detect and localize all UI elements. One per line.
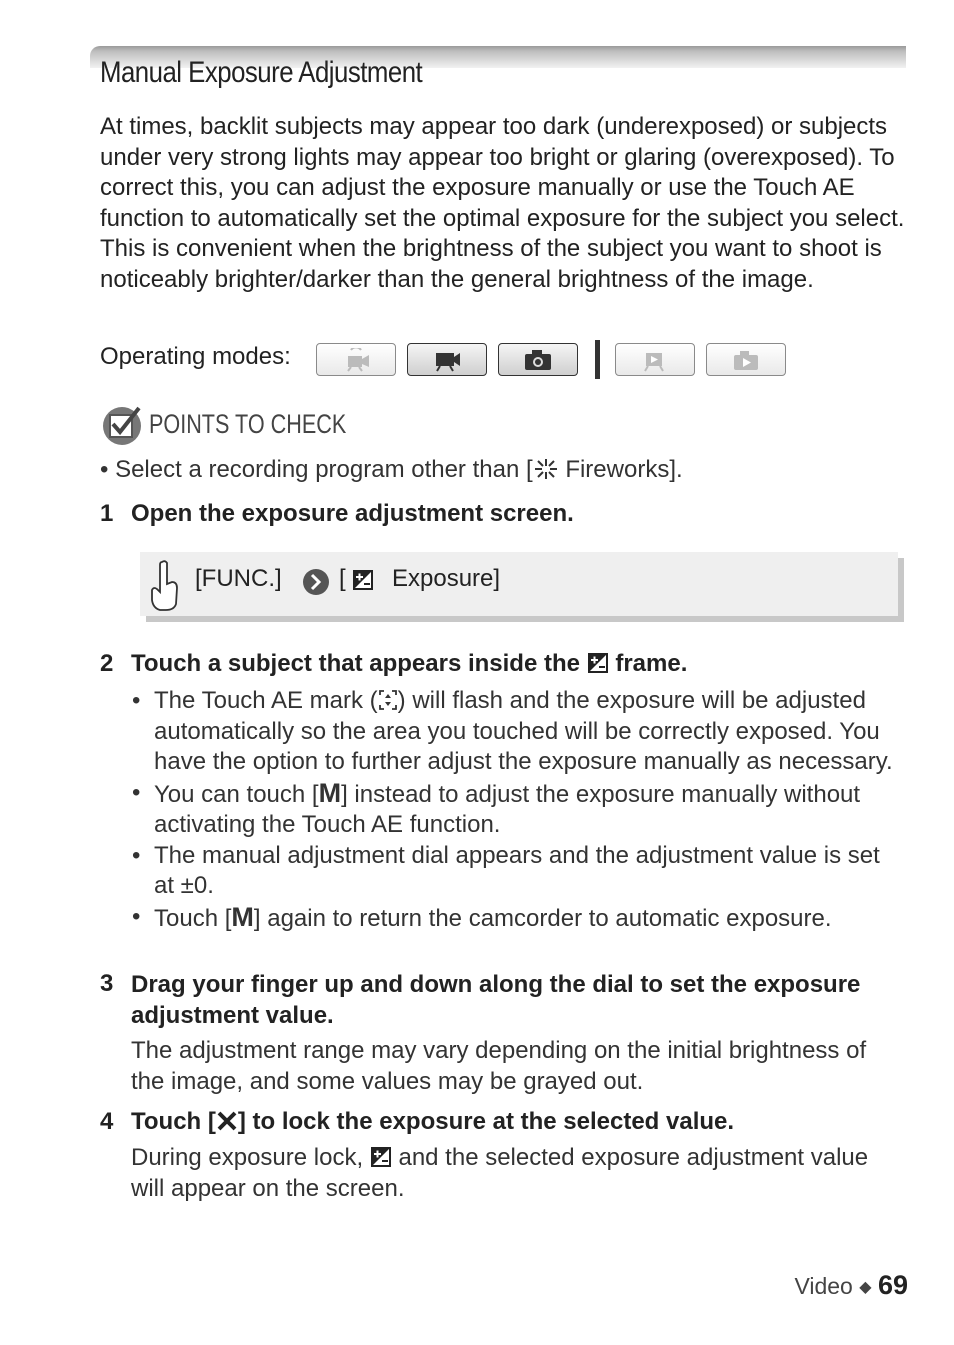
photo-playback-icon: [729, 348, 763, 372]
func-label: [FUNC.]: [195, 565, 282, 592]
bullet-text-post: ] again to return the camcorder to automatic exposure.: [253, 904, 832, 932]
touch-finger-icon: [148, 558, 182, 612]
points-to-check-bullet: [100, 455, 683, 486]
smart-auto-icon: [339, 348, 373, 372]
mode-photo-recording: [498, 343, 578, 376]
lock-x-icon: [216, 1110, 238, 1132]
step-number: 4: [100, 1108, 114, 1135]
step-number: 1: [100, 500, 114, 527]
touch-ae-mark-icon: [378, 689, 398, 711]
step-4-note: [131, 1143, 906, 1204]
exposure-icon: [370, 1146, 392, 1168]
mode-separator: [595, 340, 600, 379]
diamond-icon: ◆: [859, 1279, 872, 1296]
manual-m-icon: M: [231, 901, 254, 932]
bullet-dot: •: [100, 456, 109, 483]
step-number: 2: [100, 650, 114, 677]
mode-smart-auto: [316, 343, 396, 376]
step-text: [131, 650, 687, 678]
step-text-pre: Touch [: [131, 1108, 216, 1135]
checkbox-check-icon: [101, 404, 143, 446]
movie-camera-icon: [430, 348, 464, 372]
function-path-box: [140, 552, 898, 616]
bullet-text-post: ] instead to adjust the exposure manually without activating the Touch AE function.: [154, 780, 861, 838]
operating-modes-label: Operating modes:: [100, 343, 291, 370]
bullet-text: The manual adjustment dial appears and the adjustment value is set at ±0.: [154, 841, 880, 899]
manual-m-icon: M: [318, 777, 342, 808]
list-item: [131, 778, 906, 841]
list-item: [131, 686, 906, 778]
step-text-a: Touch a subject that appears inside the: [131, 650, 580, 677]
bullet-text-b: Fireworks].: [565, 456, 683, 483]
bullet-text-pre: You can touch [: [154, 780, 319, 808]
list-item: [131, 902, 906, 935]
mode-movie-recording: [407, 343, 487, 376]
note-text-pre: During exposure lock,: [131, 1144, 364, 1171]
step-text-b: frame.: [615, 650, 688, 677]
step-text: [131, 1108, 734, 1136]
func-bracket: [: [339, 565, 346, 592]
bullet-text: The Touch AE mark (: [154, 687, 378, 714]
step-text: Open the exposure adjustment screen.: [131, 500, 574, 527]
mode-photo-playback: [706, 343, 786, 376]
exposure-icon: [587, 652, 609, 674]
mode-movie-playback: [615, 343, 695, 376]
exposure-icon: [352, 569, 374, 591]
bullet-text-rest: ) will flash and the exposure will be adjusted automatically so the area you touched will be correctly exposed. You have the option to further adjust the exposure manually as necessary.: [154, 687, 893, 775]
step-text-post: ] to lock the exposure at the selected value.: [237, 1108, 735, 1135]
intro-paragraph: At times, backlit subjects may appear too dark (underexposed) or subjects under very strong lights may appear too bright or glaring (overexposed). To correct this, you can adjust the exposure manually or use the Touch AE function to automatically set the optimal exposure for the subject you select. This is convenient when the brightness of the subject you want to shoot is noticeably brighter/darker than the general brightness of the image.: [100, 113, 905, 293]
movie-playback-icon: [638, 348, 672, 372]
step-number: 3: [100, 970, 114, 997]
note-text-post: and the selected exposure adjustment value will appear on the screen.: [131, 1144, 869, 1202]
still-camera-icon: [521, 348, 555, 372]
bullet-text-pre: Touch [: [154, 904, 232, 932]
bullet-text-a: Select a recording program other than [: [115, 456, 533, 483]
chevron-right-icon: [302, 568, 330, 596]
fireworks-icon: [533, 458, 559, 480]
page-number: 69: [877, 1270, 908, 1300]
list-item: [131, 841, 906, 902]
step-3-note: The adjustment range may vary depending on the initial brightness of the image, and some values may be grayed out.: [131, 1037, 867, 1095]
page-title: Manual Exposure Adjustment: [100, 56, 423, 89]
points-to-check-heading: POINTS TO CHECK: [149, 409, 347, 439]
section-name: Video: [794, 1273, 853, 1299]
page-footer: [794, 1270, 908, 1301]
step-2-bullets: [131, 686, 906, 934]
exposure-label: Exposure]: [392, 565, 501, 592]
step-text: Drag your finger up and down along the dial to set the exposure adjustment value.: [131, 971, 861, 1029]
